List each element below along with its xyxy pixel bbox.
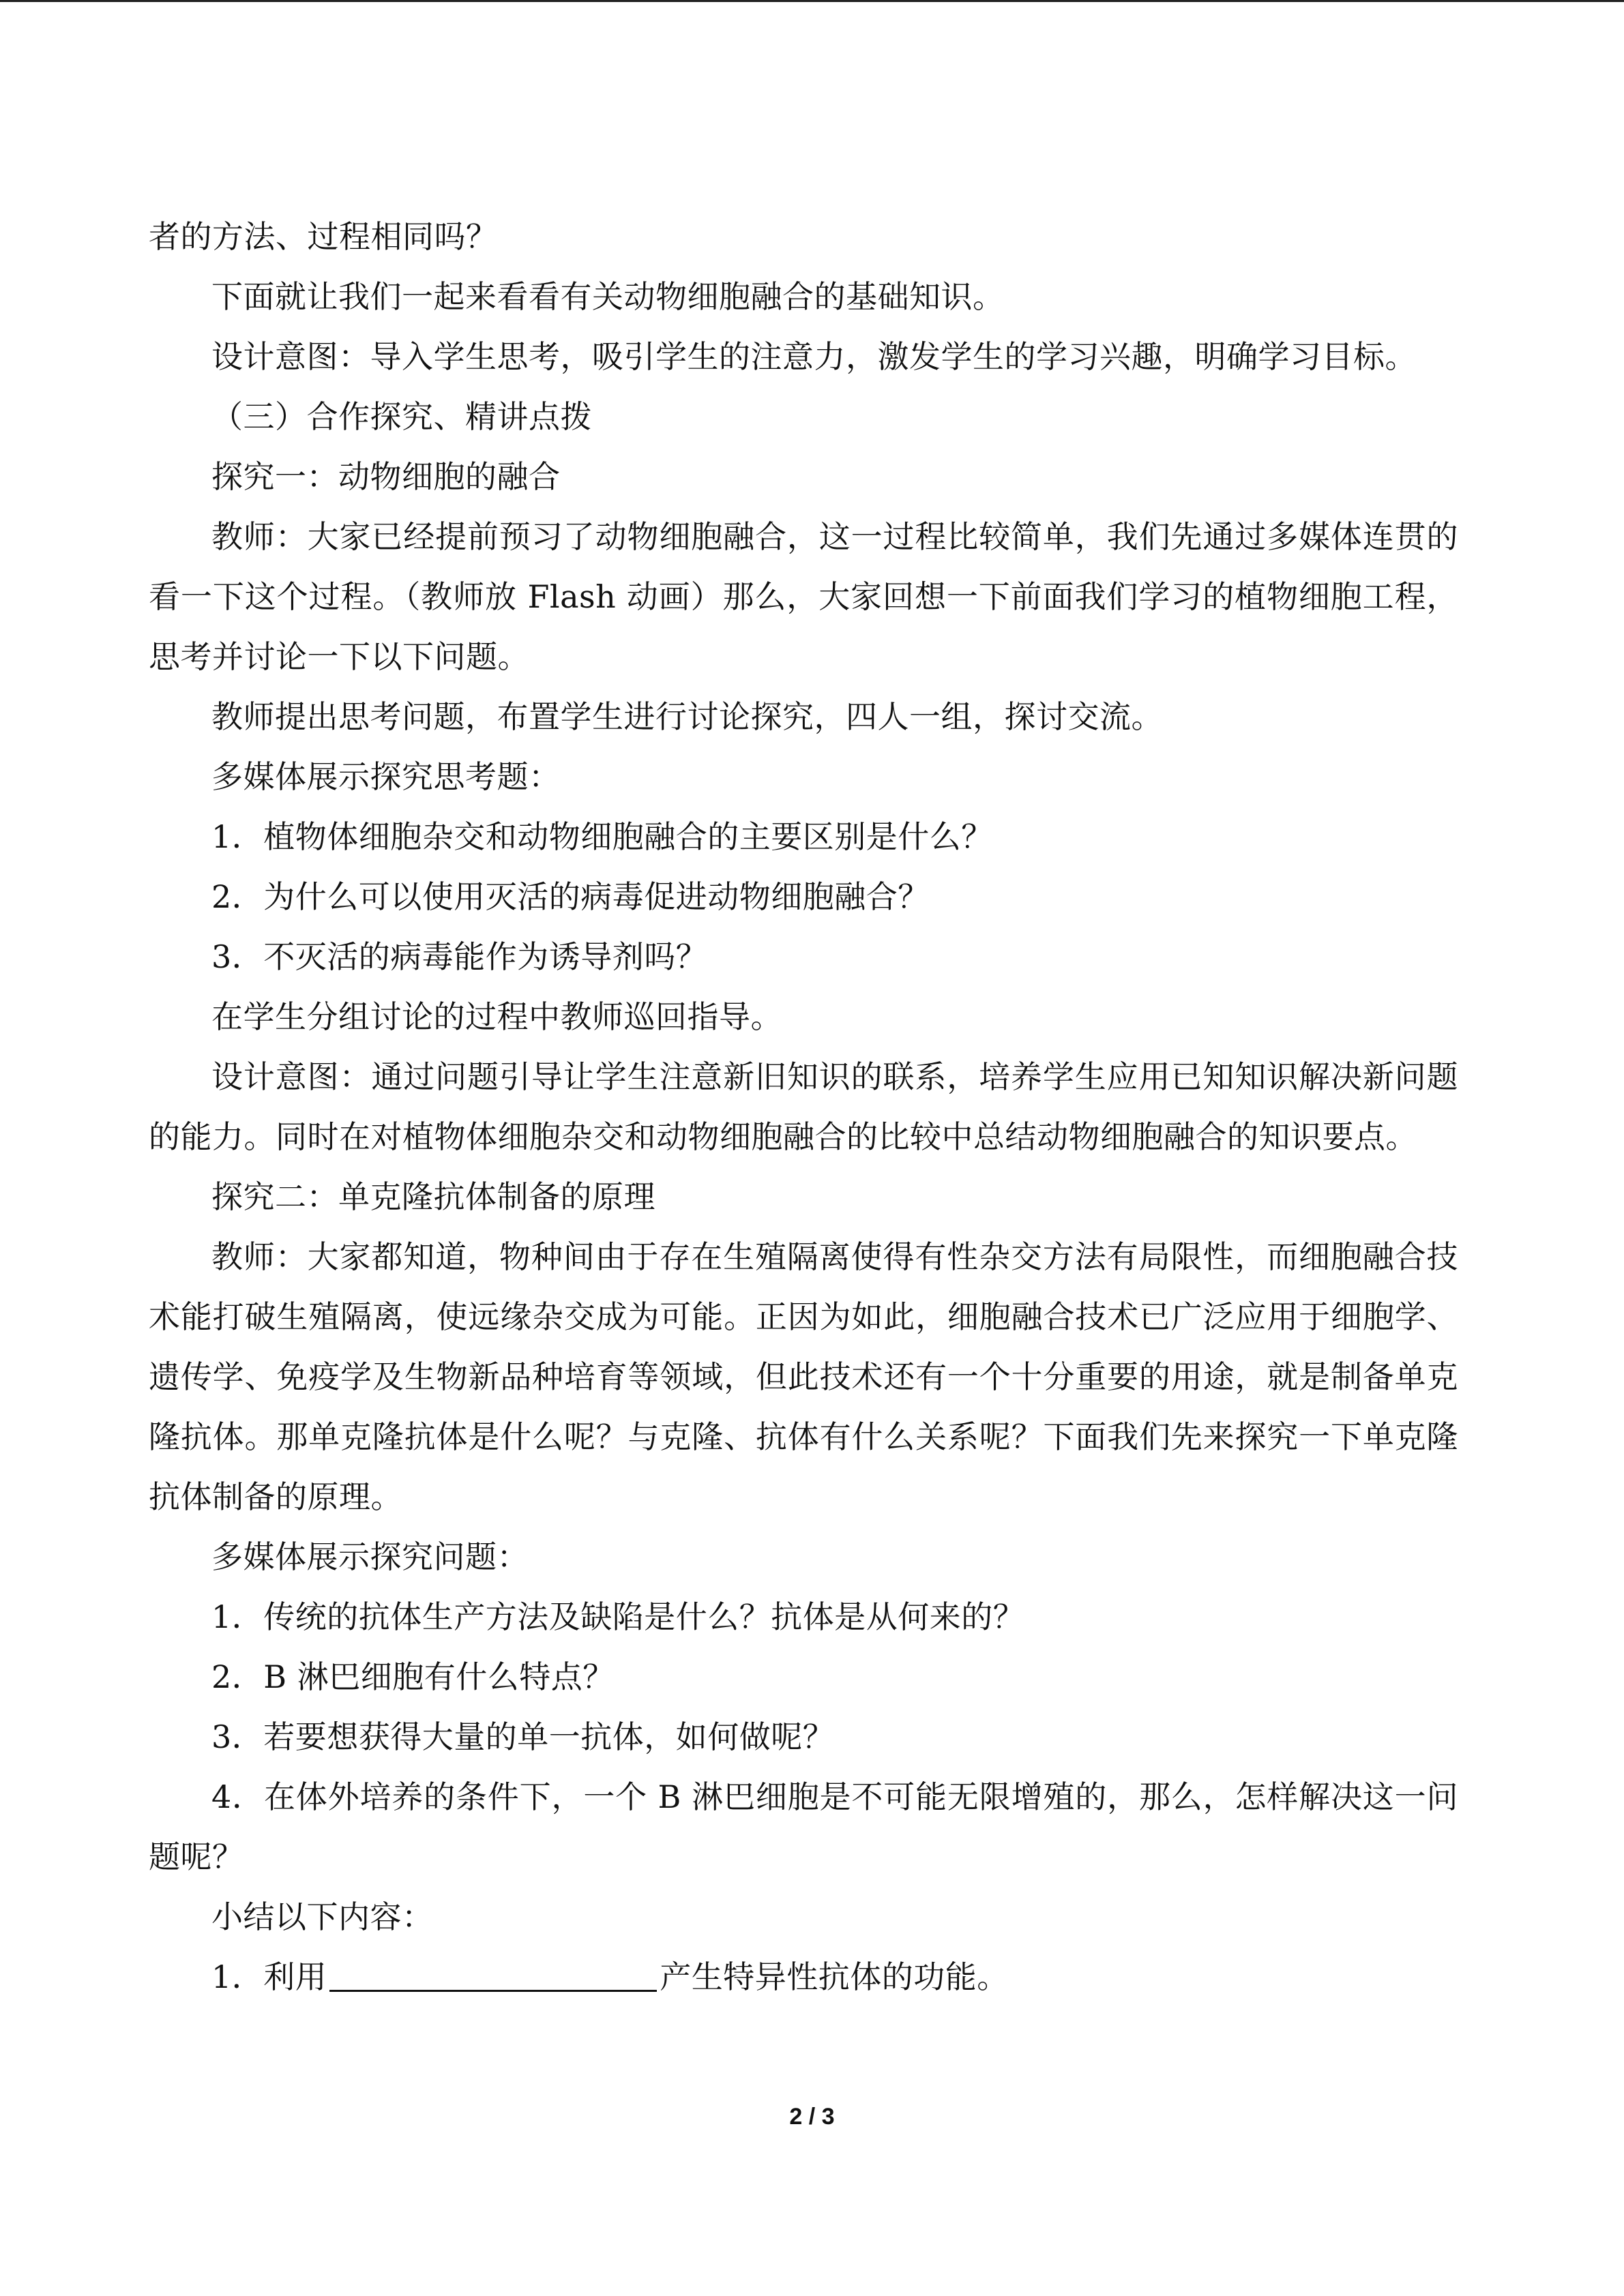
fill-in-item	[149, 1947, 1458, 2007]
fill-in-prefix: 1．利用	[211, 1958, 327, 1995]
question-item: 1．传统的抗体生产方法及缺陷是什么？抗体是从何来的？	[211, 1598, 1025, 1635]
paragraph-teacher: 教师：大家已经提前预习了动物细胞融合，这一过程比较简单，我们先通过多媒体连贯的看一下这个过程。（教师放 Flash 动画）那么，大家回想一下前面我们学习的植物细胞工程，思考并讨论一下以下问题。	[149, 518, 1458, 675]
fill-in-blank	[329, 1958, 657, 1992]
paragraph: 教师提出思考问题，布置学生进行讨论探究，四人一组，探讨交流。	[211, 698, 1163, 735]
paragraph: 多媒体展示探究思考题：	[211, 758, 561, 795]
paragraph-design-intent: 设计意图：通过问题引导让学生注意新旧知识的联系，培养学生应用已知知识解决新问题的能力。同时在对植物体细胞杂交和动物细胞融合的比较中总结动物细胞融合的知识要点。	[149, 1058, 1458, 1155]
paragraph-teacher: 教师：大家都知道，物种间由于存在生殖隔离使得有性杂交方法有局限性，而细胞融合技术能打破生殖隔离，使远缘杂交成为可能。正因为如此，细胞融合技术已广泛应用于细胞学、遗传学、免疫学及生物新品种培育等领域，但此技术还有一个十分重要的用途，就是制备单克隆抗体。那单克隆抗体是什么呢？与克隆、抗体有什么关系呢？下面我们先来探究一下单克隆抗体制备的原理。	[149, 1238, 1458, 1515]
paragraph-design-intent: 设计意图：导入学生思考，吸引学生的注意力，激发学生的学习兴趣，明确学习目标。	[211, 338, 1417, 375]
question-item: 3．若要想获得大量的单一抗体，如何做呢？	[211, 1718, 835, 1755]
page-number: 2 / 3	[789, 2104, 835, 2130]
paragraph: 在学生分组讨论的过程中教师巡回指导。	[211, 998, 782, 1035]
paragraph: 多媒体展示探究问题：	[211, 1538, 529, 1575]
question-item: 2．为什么可以使用灭活的病毒促进动物细胞融合？	[211, 878, 930, 915]
fill-in-suffix: 产生特异性抗体的功能。	[660, 1958, 1009, 1995]
paragraph-continuation: 者的方法、过程相同吗？	[149, 218, 498, 255]
question-item: 3．不灭活的病毒能作为诱导剂吗？	[211, 938, 708, 975]
subsection-heading-inquiry-1: 探究一：动物细胞的融合	[211, 458, 561, 495]
document-body	[149, 207, 1458, 2007]
question-item: 1．植物体细胞杂交和动物细胞融合的主要区别是什么？	[211, 818, 993, 855]
section-heading: （三）合作探究、精讲点拨	[211, 398, 592, 435]
paragraph: 下面就让我们一起来看看有关动物细胞融合的基础知识。	[211, 278, 1005, 315]
question-item: 4．在体外培养的条件下，一个 B 淋巴细胞是不可能无限增殖的，那么，怎样解决这一问题呢？	[149, 1778, 1458, 1875]
question-item: 2．B 淋巴细胞有什么特点？	[211, 1658, 615, 1695]
paragraph-summary: 小结以下内容：	[211, 1898, 434, 1935]
subsection-heading-inquiry-2: 探究二：单克隆抗体制备的原理	[211, 1178, 655, 1215]
